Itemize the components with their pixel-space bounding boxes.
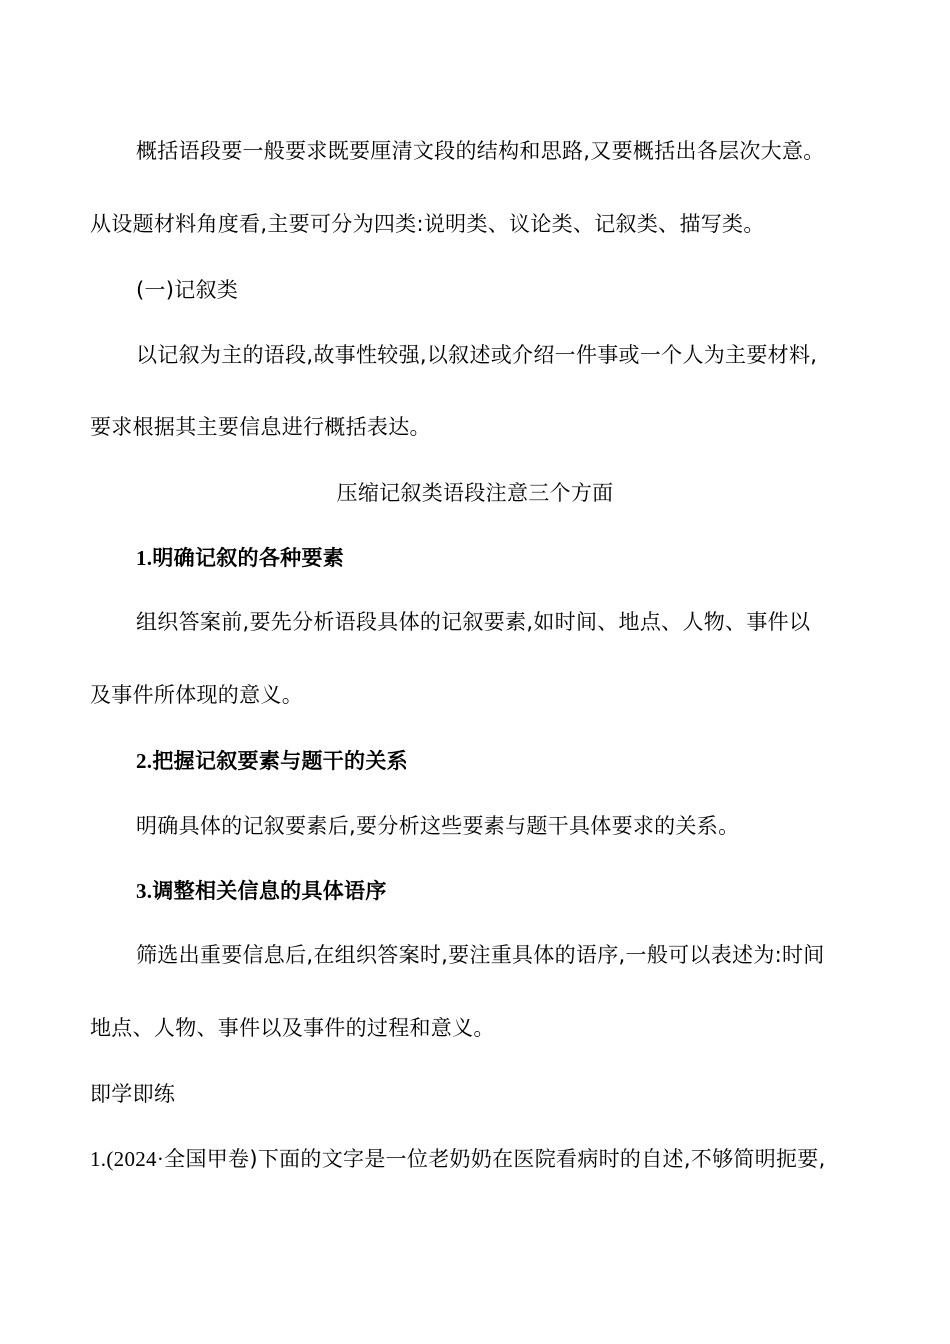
point-1-title: 明确记叙的各种要素	[152, 546, 345, 570]
point-1-body-line-2: 及事件所体现的意义。	[90, 683, 303, 707]
intro-line-1: 概括语段要一般要求既要厘清文段的结构和思路,又要概括出各层次大意。	[136, 139, 825, 163]
practice-question-1-text: 全国甲卷)下面的文字是一位老奶奶在医院看病时的自述,不够简明扼要,	[164, 1147, 826, 1171]
point-1-body-line-1: 组织答案前,要先分析语段具体的记叙要素,如时间、地点、人物、事件以	[136, 610, 811, 634]
point-2-number: 2.	[136, 749, 153, 773]
point-1-heading	[136, 543, 344, 573]
point-2-body-line-1: 明确具体的记叙要素后,要分析这些要素与题干具体要求的关系。	[136, 814, 740, 838]
point-2-heading	[136, 746, 408, 776]
section-desc-line-2: 要求根据其主要信息进行概括表达。	[90, 415, 431, 439]
point-3-body-line-1: 筛选出重要信息后,在组织答案时,要注重具体的语序,一般可以表述为:时间	[136, 943, 825, 967]
point-3-title: 调整相关信息的具体语序	[152, 879, 387, 903]
point-3-body-line-2: 地点、人物、事件以及事件的过程和意义。	[90, 1016, 495, 1040]
practice-question-1	[90, 1144, 826, 1174]
point-2-title: 把握记叙要素与题干的关系	[152, 749, 408, 773]
subtitle: 压缩记叙类语段注意三个方面	[336, 481, 614, 505]
section-desc-line-1: 以记叙为主的语段,故事性较强,以叙述或介绍一件事或一个人为主要材料,	[136, 343, 818, 367]
practice-heading: 即学即练	[90, 1082, 176, 1106]
point-1-number: 1.	[136, 546, 153, 570]
intro-line-2: 从设题材料角度看,主要可分为四类:说明类、议论类、记叙类、描写类。	[90, 212, 765, 236]
section-heading: (一)记叙类	[136, 278, 239, 302]
practice-question-1-prefix: 1.(2024·	[90, 1147, 165, 1171]
point-3-number: 3.	[136, 879, 153, 903]
point-3-heading	[136, 876, 387, 906]
